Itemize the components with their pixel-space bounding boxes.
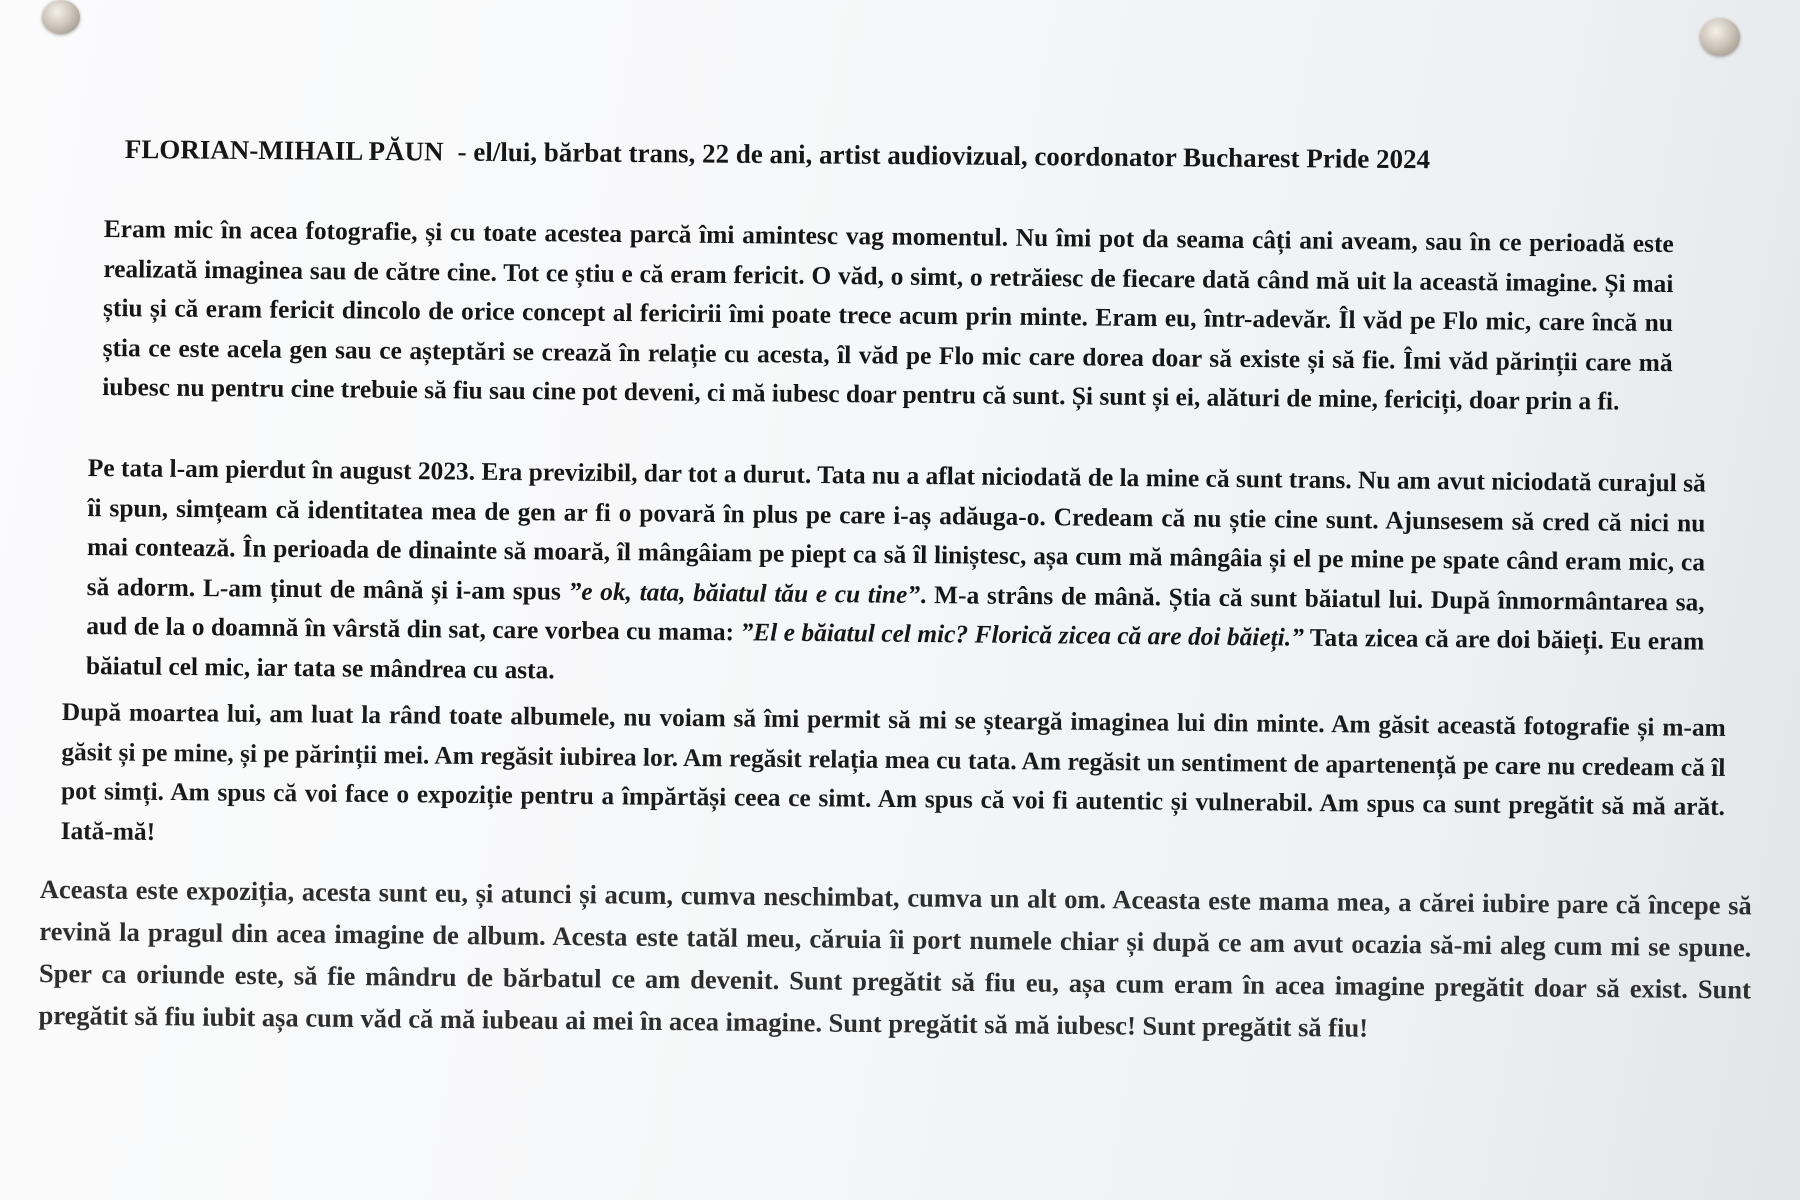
paragraph-3: După moartea lui, am luat la rând toate albumele, nu voiam să îmi permit să mi se șteargă imaginea lui din minte. Am găsit această fotografie și m-am găsit și pe mine, și pe părinții mei. Am regăsit iubirea lor. Am regăsit relația mea cu tata. Am regăsit un sentiment de apartenență pe care nu credeam că îl pot simți. Am spus că voi face o expoziție pentru a împărtăși ceea ce simt. Am spus că voi fi autentic și vulnerabil. Am spus ca sunt pregătit să mă arăt. Iată-mă! bbox=[60, 697, 1726, 846]
page-title bbox=[125, 132, 1665, 178]
paragraph-1: Eram mic în acea fotografie, și cu toate acestea parcă îmi amintesc vag momentul. Nu îmi pot da seama câți ani aveam, sau în ce perioadă este realizată imaginea sau de către cine. Tot ce știu e că eram fericit. O văd, o simt, o retrăiesc de fiecare dată când mă uit la această imagine. Și mai știu și că eram fericit dincolo de orice concept al fericirii îmi poate trece acum prin minte. Eram eu, într-adevăr. Îl văd pe Flo mic, care încă nu știa ce este acela gen sau ce așteptări se crează în relație cu acesta, îl văd pe Flo mic care dorea doar să existe și să fie. Îmi văd părinții care mă iubesc nu pentru cine trebuie să fiu sau cine pot deveni, ci mă iubesc doar pentru că sunt. Și sunt și ei, alături de mine, fericiți, doar prin a fi. bbox=[102, 214, 1674, 416]
paragraph-2-part-b: . M-a strâns de mână. Știa că sunt băiatul lui. După înmormântarea sa, aud de la o doamnă în vârstă din sat, care vorbea cu mama: bbox=[86, 580, 1705, 647]
paragraph-2-part-c: Tata zicea că are doi băieți. Eu eram băiatul cel mic, iar tata se mândrea cu asta. bbox=[85, 623, 1705, 684]
author-name: FLORIAN-MIHAIL PĂUN bbox=[124, 133, 444, 167]
author-details: - el/lui, bărbat trans, 22 de ani, artist audiovizual, coordonator Bucharest Pride 2024 bbox=[457, 136, 1431, 175]
paragraph-4: Aceasta este expoziția, acesta sunt eu, și atunci și acum, cumva neschimbat, cumva un alt om. Aceasta este mama mea, a cărei iubire pare că începe să revină la pragul din acea imagine de album. Acesta este tatăl meu, căruia îi port numele chiar și după ce am avut ocazia să-mi aleg cum mi se spune. Sper ca oriunde este, să fie mândru de bărbatul ce am devenit. Sunt pregătit să fiu eu, așa cum eram în acea imagine pregătit doar să exist. Sunt pregătit să fiu iubit așa cum văd că mă iubeau ai mei în acea imagine. Sunt pregătit să mă iubesc! Sunt pregătit să fiu! bbox=[38, 873, 1752, 1043]
paragraph-2-quote-1: ”e ok, tata, băiatul tău e cu tine” bbox=[568, 577, 921, 609]
paragraph-2 bbox=[86, 449, 1706, 702]
paragraph-2-part-a: Pe tata l-am pierdut în august 2023. Era previzibil, dar tot a durut. Tata nu a aflat niciodată de la mine că sunt trans. Nu am avut niciodată curajul să îi spun, simțeam că identitatea mea de gen ar fi o povară în plus pe care i-aș adăuga-o. Credeam că nu știe cine sunt. Ajunsesem să cred că nici nu mai contează. În perioada de dinainte să moară, îl mângâiam pe piept ca să îl liniștesc, așa cum mă mângâia și el pe mine pe spate când eram mic, ca să adorm. L-am ținut de mână și i-am spus bbox=[86, 453, 1706, 606]
paragraph-2-quote-2: ”El e băiatul cel mic? Florică zicea că are doi băieți.” bbox=[740, 618, 1304, 652]
